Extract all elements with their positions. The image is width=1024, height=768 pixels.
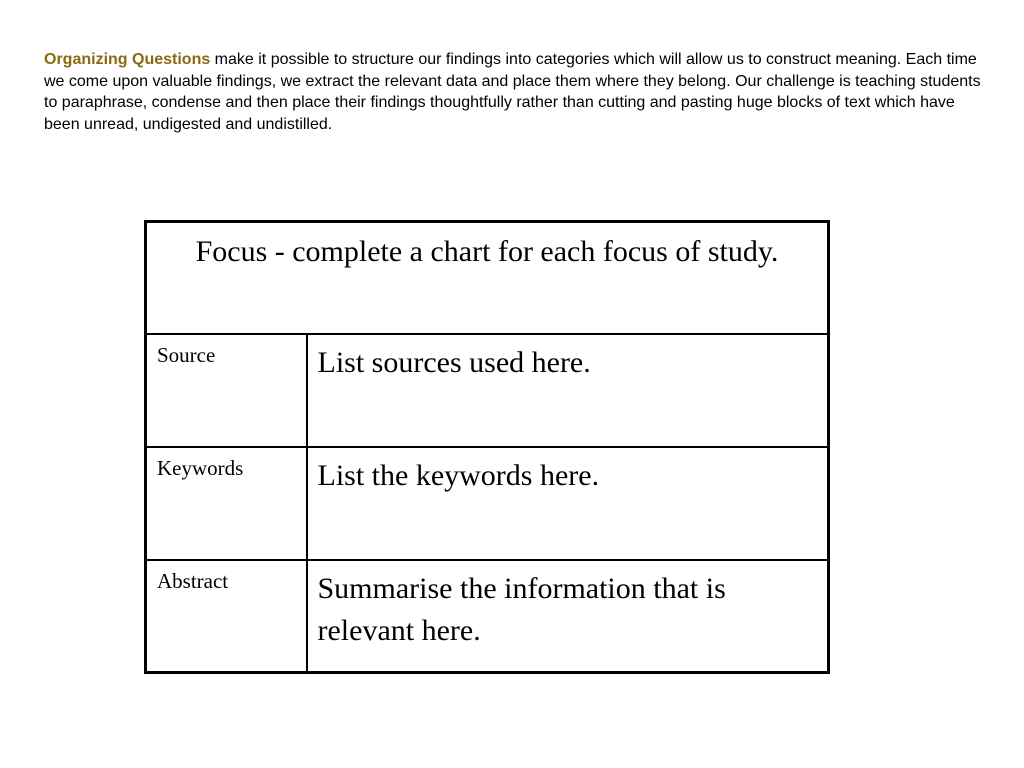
- keywords-value: List the keywords here.: [307, 447, 829, 560]
- table-row-abstract: [146, 560, 829, 673]
- table-row-keywords: [146, 447, 829, 560]
- intro-paragraph: [44, 49, 984, 135]
- abstract-value: Summarise the information that is relevant here.: [307, 560, 829, 673]
- keywords-label: Keywords: [146, 447, 307, 560]
- focus-row: [146, 222, 829, 334]
- intro-highlight: Organizing Questions: [44, 51, 211, 68]
- intro-text: make it possible to structure our findings into categories which will allow us to construct meaning. Each time we come upon valuable findings, we extract the relevant data and place them where they belong. Our challenge is teaching students to paraphrase, condense and then place their findings thoughtfully rather than cutting and pasting huge blocks of text which have been unread, undigested and undistilled.: [44, 51, 981, 133]
- source-label: Source: [146, 334, 307, 447]
- focus-cell: Focus - complete a chart for each focus of study.: [146, 222, 829, 334]
- abstract-label: Abstract: [146, 560, 307, 673]
- source-value: List sources used here.: [307, 334, 829, 447]
- table-row-source: [146, 334, 829, 447]
- research-organizer-table: [144, 220, 830, 674]
